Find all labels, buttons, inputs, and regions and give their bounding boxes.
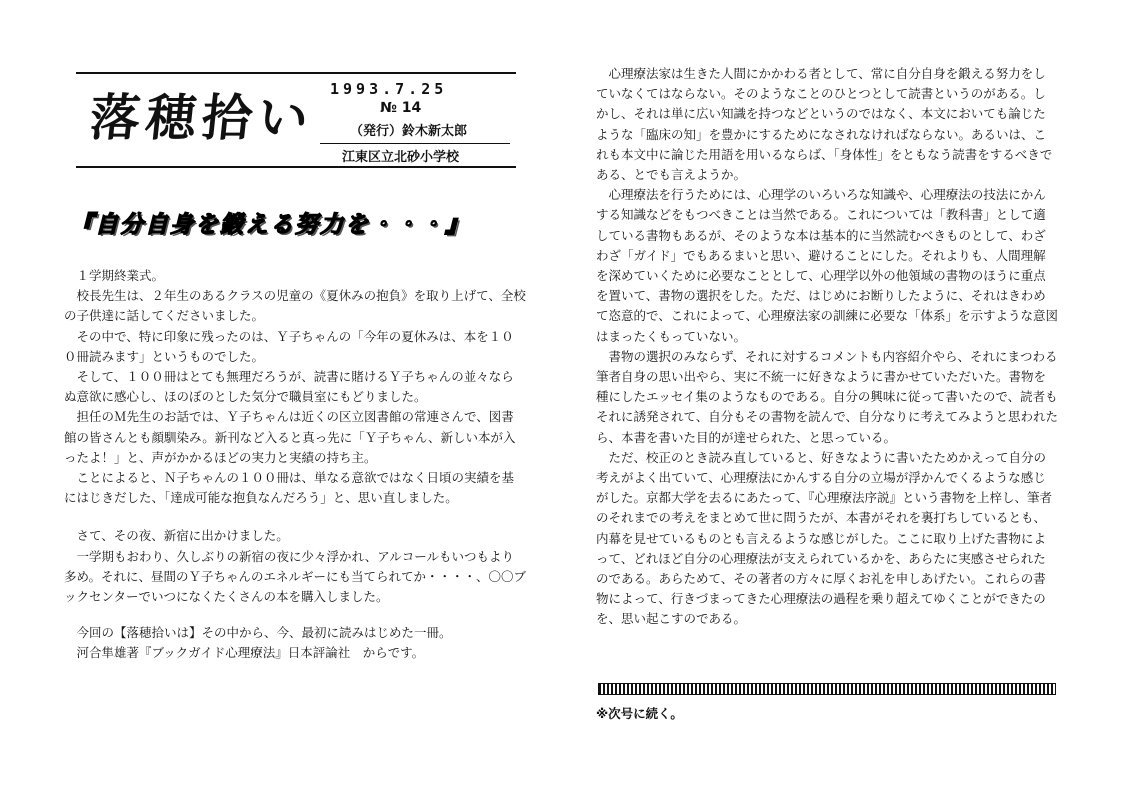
paragraph: そして、１００冊はとても無理だろうが、読書に賭けるＹ子ちゃんの並々ならぬ意欲に感心し、ほのぼのとした気分で職員室にもどりました。 (64, 369, 514, 405)
issue-number: № 14 (380, 100, 422, 116)
masthead-meta (320, 80, 510, 165)
spacer (64, 607, 526, 623)
paragraph: 担任のＭ先生のお話では、Ｙ子ちゃんは近くの区立図書館の常連さんで、図書館の皆さんとも顔馴染み。新刊など入ると真っ先に「Ｙ子ちゃん、新しい本が入ったよ！」と、声がかかるほどの実力と実績の持ち主。 (64, 409, 516, 465)
film-strip-divider (598, 683, 1056, 695)
school-name: 江東区立北砂小学校 (320, 143, 510, 165)
issue-date: 1993.7.25 (330, 80, 448, 98)
paragraph: 書物の選択のみならず、それに対するコメントも内容紹介やら、それにまつわる筆者自身の思い出やら、実に不統一に好きなように書かせていただいた。書物を種にしたエッセイ集のようなものである。自分の興味に従って書いたので、読者もそれに誘発されて、自分もその書物を読んで、自分なりに考えてみようと思われたら、本書を書いた目的が達せられた、と思っている。 (596, 348, 1059, 445)
paragraph: 河合隼雄著『ブックガイド心理療法』日本評論社 からです。 (76, 645, 425, 661)
paragraph: さて、その夜、新宿に出かけました。 (76, 528, 289, 544)
continued-note: ※次号に続く。 (596, 706, 683, 721)
left-column (64, 266, 526, 664)
paragraph: １学期終業式。 (76, 268, 165, 283)
paragraph: その中で、特に印象に残ったのは、Ｙ子ちゃんの「今年の夏休みは、本を１００冊読みます」というものでした。 (64, 328, 514, 364)
paragraph: ことによると、Ｎ子ちゃんの１００冊は、単なる意欲ではなく日頃の実績を基にはじきだした、「達成可能な抱負なんだろう」と、思い直しました。 (64, 470, 515, 506)
paragraph: 校長先生は、２年生のあるクラスの児童の《夏休みの抱負》を取り上げて、全校の子供達に話してくださいました。 (64, 288, 526, 324)
newsletter-logo: 落穂拾い (86, 88, 318, 147)
paragraph: 一学期もおわり、久しぶりの新宿の夜に少々浮かれ、アルコールもいつもより多め。それに、昼間のＹ子ちゃんのエネルギーにも当てられてか・・・・、〇〇ブックセンターでいつになくたくさんの本を購入しました。 (64, 548, 527, 605)
headline: 『自分自身を鍛える努力を・・・』 (70, 212, 470, 238)
masthead (76, 72, 516, 168)
paragraph: 心理療法家は生きた人間にかかわる者として、常に自分自身を鍛える努力をしていなくてはならない。そのようなことのひとつとして読書というのがある。しかし、それは単に広い知識を持つなどというのではなく、本文においても論じたような「臨床の知」を豊かにするためになされなければならない。あるいは、これも本文中に論じた用語を用いるならば、「身体性」をともなう読書をするべきである、とでも言えようか。 (596, 66, 1053, 183)
paragraph: ただ、校正のとき読み直していると、好きなように書いたためかえって自分の考えがよく出ていて、心理療法にかんする自分の立場が浮かんでくるような感じがした。京都大学を去るにあたって、『心理療法序説』という書物を上梓し、筆者のそれまでの考えをまとめて世に問うたが、本書がそれを裏打ちしているとも、内幕を見せているものとも言えるような感じがした。ここに取り上げた書物によって、どれほど自分の心理療法が支えられているかを、あらたに実感させられたのである。あらためて、その著者の方々に厚くお礼を申しあげたい。これらの書物によって、行きづまってきた心理療法の過程を乗り超えてゆくことができたのを、思い起こすのである。 (596, 449, 1053, 627)
publisher: （発行）鈴木新太郎 (350, 124, 468, 139)
spacer (64, 508, 526, 526)
paragraph: 心理療法を行うためには、心理学のいろいろな知識や、心理療法の技法にかんする知識などをもつべきことは当然である。これについては「教科書」として適している書物もあるが、そのような本は基本的に当然読むべきものとして、わざわざ「ガイド」でもあるまいと思い、避けることにした。それよりも、人間理解を深めていくために必要なこととして、心理学以外の他領域の書物のほうに重点を置いて、書物の選択をした。ただ、はじめにお断りしたように、それはきわめて恣意的で、これによって、心理療法家の訓練に必要な「体系」を示すような意図はまったくもっていない。 (596, 187, 1059, 344)
paragraph: 今回の【落穂拾いは】その中から、今、最初に読みはじめた一冊。 (76, 625, 452, 641)
right-column (596, 64, 1058, 630)
